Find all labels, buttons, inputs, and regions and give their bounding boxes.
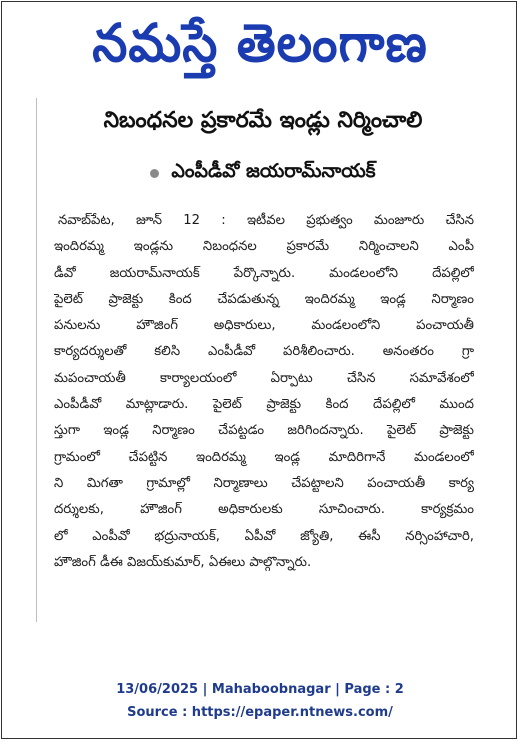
masthead <box>0 4 520 82</box>
byline-row <box>38 160 488 187</box>
body-line: గ్రామంలో చేపట్టిన ఇందిరమ్మ ఇండ్ల మాదిరిగానే మండలంలో <box>54 449 474 465</box>
body-line: మపంచాయతీ కార్యాలయంలో ఏర్పాటు చేసిన సమావేశంలో <box>54 370 474 386</box>
footer-date-line: 13/06/2025 | Mahaboobnagar | Page : 2 <box>116 682 404 697</box>
body-line: హౌజింగ్ డీఈ విజయ్‌కుమార్, ఏఈలు పాల్గొన్నారు. <box>54 554 312 570</box>
article-byline: ఎంపీడీవో జయరామ్‌నాయక్ <box>171 160 376 182</box>
body-line: ఎంపీడీవో మాట్లాడారు. పైలెట్ ప్రాజెక్టు కింద దేపల్లిలో ముంద <box>54 397 474 413</box>
body-line: పైలెట్ ప్రాజెక్టు కింద చేపడుతున్న ఇందిరమ్మ ఇండ్ల నిర్మాణం <box>54 291 474 307</box>
body-line: ఇందిరమ్మ ఇండ్లను నిబంధనల ప్రకారమే నిర్మించాలని ఎంపీ <box>54 239 474 255</box>
body-line: నవాబ్‌పేట, జూన్ 12 : ఇటీవల ప్రభుత్వం మంజూరు చేసిన <box>58 213 474 228</box>
body-line: పనులను హౌజింగ్ అధికారులు, మండలంలోని పంచాయతీ <box>54 318 474 334</box>
masthead-logo-text: నమస్తే తెలంగాణ <box>92 12 428 74</box>
body-line: స్తుగా ఇండ్ల నిర్మాణం చేపట్టడం జరిగిందన్నారు. పైలెట్ ప్రాజెక్టు <box>54 423 474 439</box>
footer-source-line: Source : https://epaper.ntnews.com/ <box>127 705 393 720</box>
body-line: లో ఎంపీవో భద్రునాయక్, ఏపీవో జ్యోతి, ఈసీ నర్సింహాచారి, <box>54 528 474 544</box>
body-line: డీవో జయరామ్‌నాయక్ పేర్కొన్నారు. మండలంలోని దేపల్లిలో <box>54 265 474 281</box>
body-line: దర్శులకు, హౌజింగ్ అధికారులకు సూచించారు. కార్యక్రమం <box>54 502 474 518</box>
bullet-icon <box>150 169 159 178</box>
body-line: కార్యదర్శులతో కలిసి ఎంపీడీవో పరిశీలించారు. అనంతరం గ్రా <box>54 344 474 360</box>
body-line: ని మిగతా గ్రామాల్లో నిర్మాణాలు చేపట్టాలని పంచాయతీ కార్య <box>54 475 474 491</box>
article-body <box>54 208 474 576</box>
article-headline: నిబంధనల ప్రకారమే ఇండ్లు నిర్మించాలి <box>103 108 423 133</box>
